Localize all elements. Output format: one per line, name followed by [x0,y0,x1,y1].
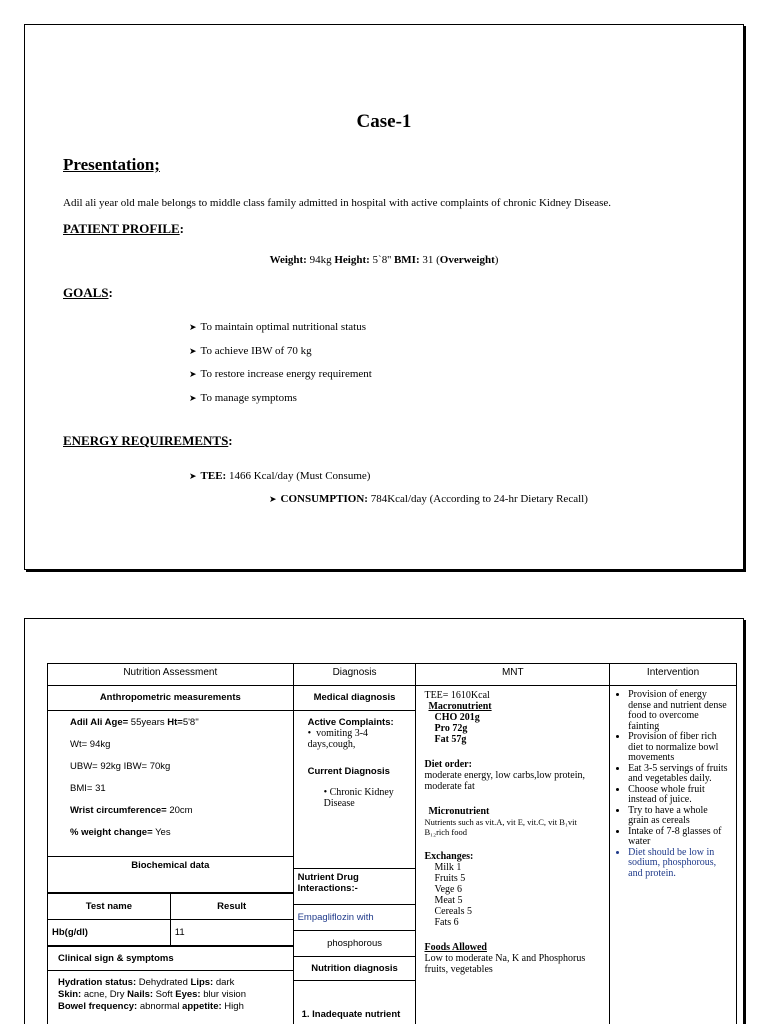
document-page-2 [24,618,744,1024]
list-item: • Intake of 7-8 glasses of water [628,827,730,848]
arrow-bullet-icon: ➤ [189,346,197,356]
exchanges-heading: Exchanges: [424,851,474,862]
medical-diagnosis-heading: Medical diagnosis [294,686,416,710]
consumption-line: ➤ CONSUMPTION: 784Kcal/day (According to 24-hr Dietary Recall) [269,493,588,505]
bullet-icon: • [307,727,317,739]
tee-line: ➤ TEE: 1466 Kcal/day (Must Consume) [189,470,371,482]
diagnosis-details [294,710,416,868]
presentation-text: Adil ali year old male belongs to middle class family admitted in hospital with active complaints of chronic Kidney Disease. [63,197,612,209]
diet-order-heading: Diet order: [424,759,472,770]
exchange-item: Meat 5 [434,895,463,906]
energy-requirements-heading: ENERGY REQUIREMENTS: [63,433,233,448]
bullet-icon: • [323,786,330,798]
diagnosis-inner-table [294,686,416,1024]
drug-interaction-heading: Nutrient Drug Interactions:- [294,868,416,904]
arrow-bullet-icon: ➤ [189,471,197,481]
test-result-cell: 11 [170,919,292,945]
patient-name-age-height: Adil Ali Age= 55years Ht=5'8'' [70,716,199,728]
wt-value: Wt= 94kg [70,738,111,750]
drug-interaction-text-2: phosphorous [294,930,416,956]
header-mnt: MNT [416,664,610,686]
current-diagnosis-text: • Chronic Kidney Disease [323,786,394,809]
table-header-row [48,664,737,686]
current-diagnosis-heading: Current Diagnosis [307,765,390,777]
test-name-header: Test name [48,893,170,919]
header-diagnosis: Diagnosis [293,664,416,686]
goal-item: ➤ To manage symptoms [189,392,297,404]
nutrition-diagnosis-heading: Nutrition diagnosis [294,956,416,980]
drug-interaction-text: Empagliflozin with [294,904,416,930]
exchange-item: Fruits 5 [434,873,466,884]
nutrition-diagnosis-text: 1. Inadequate nutrient [294,980,416,1024]
diet-order-text: moderate energy, low carbs,low protein, moderate fat [424,770,585,792]
patient-profile-heading: PATIENT PROFILE: [63,221,185,236]
ubw-ibw-value: UBW= 92kg IBW= 70kg [70,760,171,772]
cho-value: CHO 201g [434,712,480,723]
exchange-item: Cereals 5 [434,906,472,917]
arrow-bullet-icon: ➤ [269,494,277,504]
presentation-heading: Presentation; [63,155,160,174]
goal-item: ➤ To maintain optimal nutritional status [189,321,366,333]
diagnosis-cell [293,686,416,1024]
intervention-list [616,690,730,879]
micronutrient-text: Nutrients such as vit.A, vit E, vit.C, vit B₁vit B₁₂rich food [424,817,577,837]
anthro-values [48,710,293,856]
anthro-heading: Anthropometric measurements [48,686,293,710]
wrist-circumference: Wrist circumference= 20cm [70,804,193,816]
table-body-row [48,686,737,1024]
test-name-cell: Hb(g/dl) [48,919,170,945]
table-row [48,919,293,945]
result-header: Result [170,893,292,919]
active-complaints-text: • vomiting 3-4 days,cough, [307,727,369,750]
mnt-tee: TEE= 1610Kcal [424,690,490,701]
macronutrient-heading: Macronutrient [428,701,492,712]
assessment-cell [48,686,294,1024]
fat-value: Fat 57g [434,734,467,745]
arrow-bullet-icon: ➤ [189,369,197,379]
bowel-appetite: Bowel frequency: abnormal appetite: High [58,1000,244,1012]
active-complaints-heading: Active Complaints: [307,716,394,728]
mnt-cell [416,686,610,1024]
intervention-cell [610,686,737,1024]
exchange-item: Vege 6 [434,884,462,895]
arrow-bullet-icon: ➤ [189,322,197,332]
clinical-heading: Clinical sign & symptoms [48,946,293,970]
list-item: • Try to have a whole grain as cereals [628,806,730,827]
goal-item: ➤ To restore increase energy requirement [189,368,372,380]
goals-heading: GOALS: [63,285,113,300]
list-item: • Eat 3-5 servings of fruits and vegetables daily. [628,764,730,785]
pro-value: Pro 72g [434,723,468,734]
header-intervention: Intervention [610,664,737,686]
biochem-heading: Biochemical data [48,856,293,892]
goal-item: ➤ To achieve IBW of 70 kg [189,345,312,357]
foods-allowed-text: Low to moderate Na, K and Phosphorus fruits, vegetables [424,953,586,975]
document-page-1 [24,24,744,570]
foods-allowed-heading: Foods Allowed [424,942,487,953]
clinical-values [48,970,293,1019]
micronutrient-heading: Micronutrient [428,806,490,817]
arrow-bullet-icon: ➤ [189,393,197,403]
hydration-lips: Hydration status: Dehydrated Lips: dark [58,976,235,988]
weight-change: % weight change= Yes [70,826,171,838]
assessment-inner-table [48,686,293,1019]
header-nutrition-assessment: Nutrition Assessment [48,664,294,686]
nutrition-care-table [47,663,737,1024]
patient-profile-line: Weight: 94kg Height: 5`8'' BMI: 31 (Overweight) [269,254,499,266]
bmi-value: BMI= 31 [70,782,106,794]
exchange-item: Milk 1 [434,862,462,873]
biochem-table [48,893,293,946]
list-item: • Diet should be low in sodium, phosphorous, and protein. [628,848,730,880]
list-item: • Choose whole fruit instead of juice. [628,785,730,806]
list-item: • Provision of energy dense and nutrient dense food to overcome fainting [628,690,730,732]
skin-nails-eyes: Skin: acne, Dry Nails: Soft Eyes: blur vision [58,988,247,1000]
exchange-item: Fats 6 [434,917,459,928]
list-item: • Provision of fiber rich diet to normalize bowl movements [628,732,730,764]
case-title: Case-1 [356,111,412,132]
